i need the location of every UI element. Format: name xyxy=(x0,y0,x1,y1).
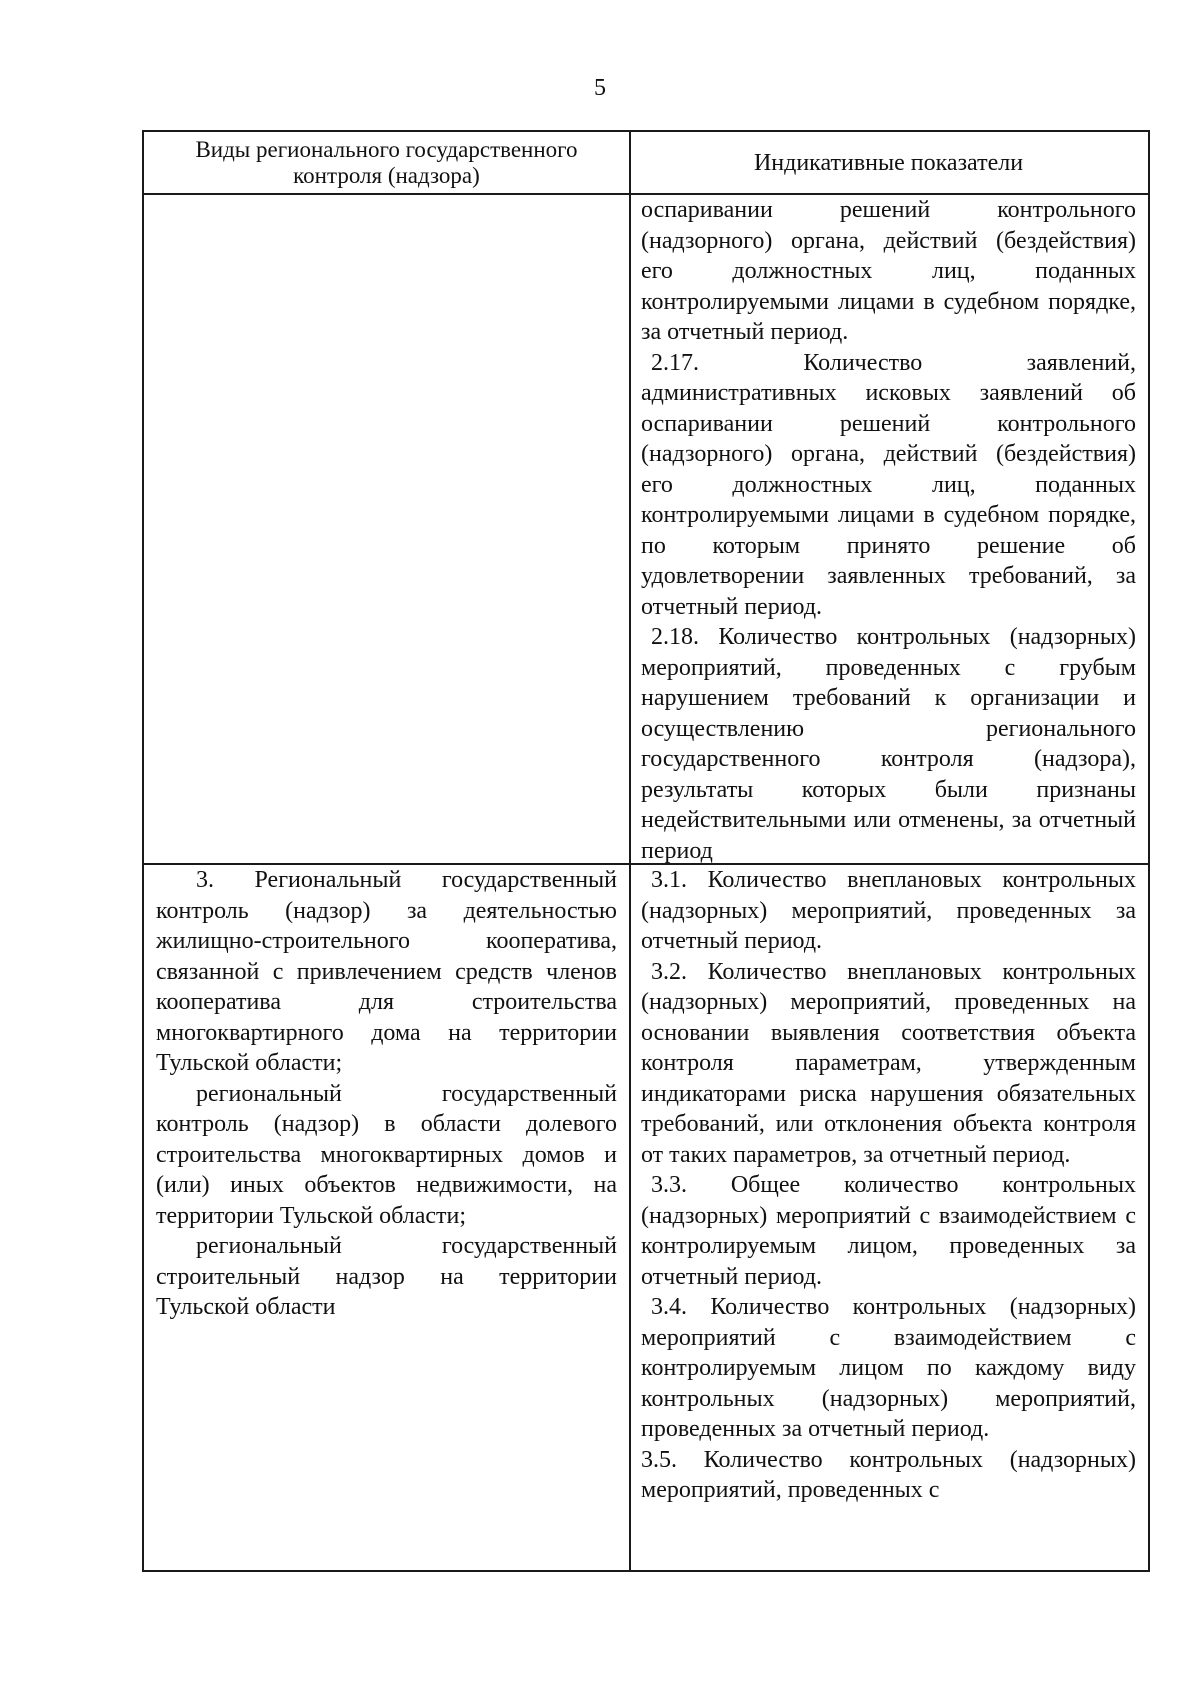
control-type-cell xyxy=(144,195,631,863)
control-type-paragraph: региональный государственный контроль (надзор) в области долевого строительства многоквартирных домов и (или) иных объектов недвижимости, на территории Тульской области; xyxy=(156,1080,617,1229)
indicator-paragraph: 2.18. Количество контрольных (надзорных) мероприятий, проведенных с грубым нарушением требований к организации и осуществлению регионального государственного контроля (надзора), результаты которых были признаны недействительными или отменены, за отчетный период xyxy=(641,624,1136,863)
indicator-paragraph: оспаривании решений контрольного (надзорного) органа, действий (бездействия) его должностных лиц, поданных контролируемыми лицами в судебном порядке, за отчетный период. xyxy=(641,197,1136,345)
control-type-paragraph: региональный государственный строительный надзор на территории Тульской области xyxy=(156,1233,617,1320)
table-header-row xyxy=(144,132,1148,193)
indicator-paragraph: 3.4. Количество контрольных (надзорных) мероприятий с взаимодействием с контролируемым лицом по каждому виду контрольных (надзорных) мероприятий, проведенных за отчетный период. xyxy=(641,1294,1136,1442)
header-control-types: Виды регионального государственного контроля (надзора) xyxy=(144,132,631,193)
indicators-cell xyxy=(631,195,1148,863)
indicator-paragraph: 3.1. Количество внеплановых контрольных (надзорных) мероприятий, проведенных за отчетный период. xyxy=(641,867,1136,954)
indicators-cell xyxy=(631,865,1148,1570)
control-type-cell xyxy=(144,865,631,1570)
indicator-paragraph: 2.17. Количество заявлений, административных исковых заявлений об оспаривании решений контрольного (надзорного) органа, действий (бездействия) его должностных лиц, поданных контролируемыми лицами в судебном порядке, по которым принято решение об удовлетворении заявленных требований, за отчетный период. xyxy=(641,349,1136,620)
header-indicators: Индикативные показатели xyxy=(753,149,1024,176)
control-type-paragraph: 3. Региональный государственный контроль (надзор) за деятельностью жилищно-строительного кооператива, связанной с привлечением средств членов кооператива для строительства многоквартирного дома на территории Тульской области; xyxy=(156,867,617,1076)
indicator-paragraph: 3.5. Количество контрольных (надзорных) мероприятий, проведенных с xyxy=(641,1446,1136,1503)
indicator-paragraph: 3.3. Общее количество контрольных (надзорных) мероприятий с взаимодействием с контролируемым лицом, проведенных за отчетный период. xyxy=(641,1172,1136,1290)
table-row xyxy=(144,193,1148,863)
page-number: 5 xyxy=(594,75,606,101)
indicator-paragraph: 3.2. Количество внеплановых контрольных (надзорных) мероприятий, проведенных на основании выявления соответствия объекта контроля параметрам, утвержденным индикаторами риска нарушения обязательных требований, или отклонения объекта контроля от таких параметров, за отчетный период. xyxy=(641,958,1136,1168)
table-row xyxy=(144,863,1148,1570)
indicators-table xyxy=(142,130,1150,1572)
